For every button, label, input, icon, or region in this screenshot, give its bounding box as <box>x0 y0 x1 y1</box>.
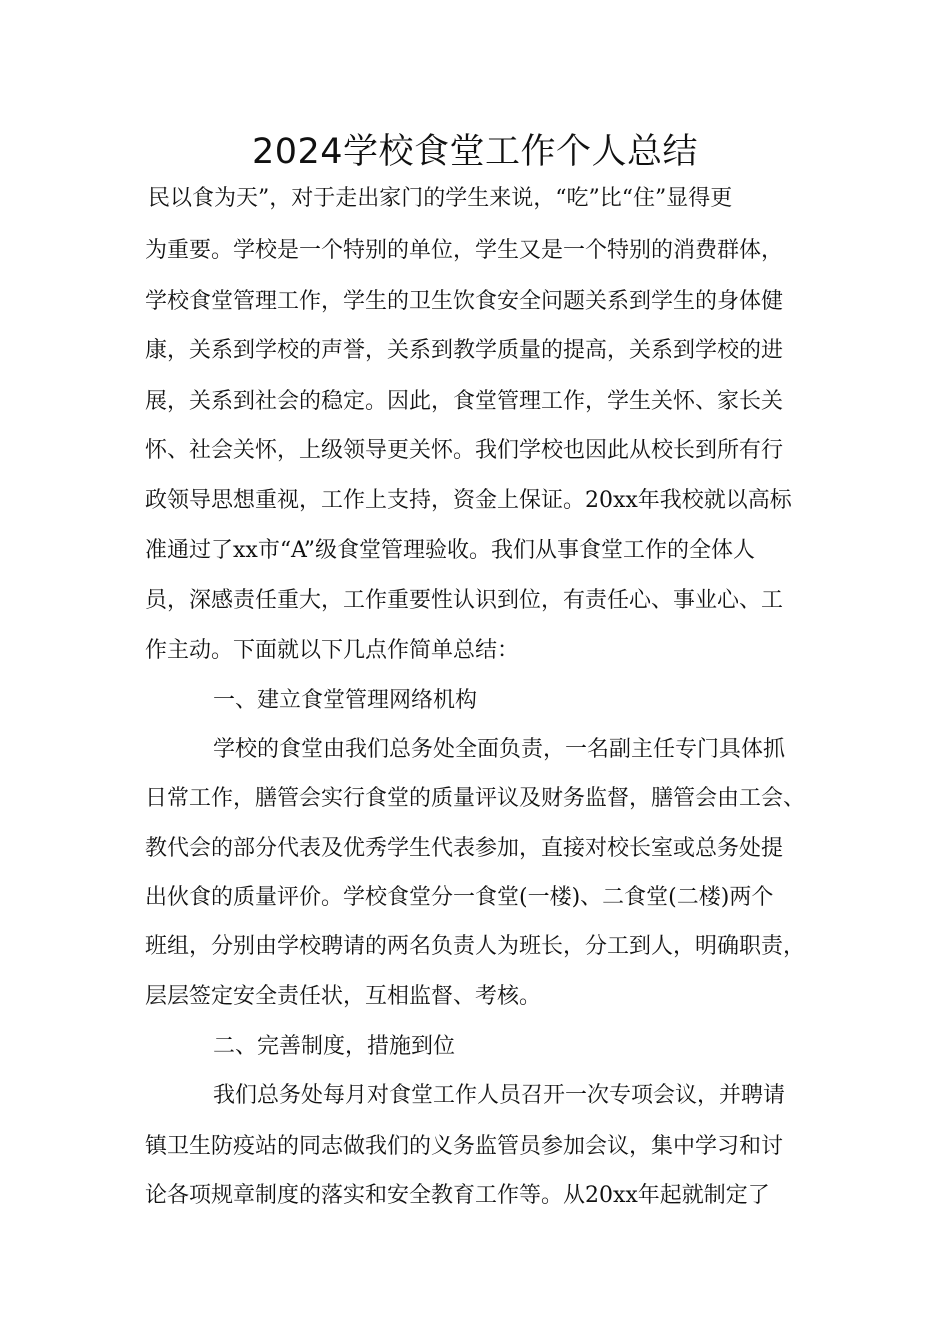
paragraph-line: 日常工作，膳管会实行食堂的质量评议及财务监督，膳管会由工会、 <box>145 786 806 811</box>
document-title: 2024学校食堂工作个人总结 <box>251 132 699 172</box>
paragraph-line: 班组，分别由学校聘请的两名负责人为班长，分工到人，明确职责， <box>145 934 806 959</box>
paragraph-line: 论各项规章制度的落实和安全教育工作等。从20xx年起就制定了 <box>145 1183 770 1208</box>
section-heading: 一、建立食堂管理网络机构 <box>213 688 478 713</box>
paragraph-line: 作主动。下面就以下几点作简单总结： <box>145 638 520 663</box>
paragraph-line: 员，深感责任重大，工作重要性认识到位，有责任心、事业心、工 <box>145 588 784 613</box>
paragraph-line: 出伙食的质量评价。学校食堂分一食堂(一楼)、二食堂(二楼)两个 <box>145 885 774 910</box>
paragraph-line: 镇卫生防疫站的同志做我们的义务监管员参加会议，集中学习和讨 <box>145 1134 784 1159</box>
section-heading: 二、完善制度，措施到位 <box>213 1034 456 1059</box>
paragraph-line: 康，关系到学校的声誉，关系到教学质量的提高，关系到学校的进 <box>145 338 784 363</box>
paragraph-line: 学校食堂管理工作，学生的卫生饮食安全问题关系到学生的身体健 <box>145 289 784 314</box>
paragraph-line: 怀、社会关怀，上级领导更关怀。我们学校也因此从校长到所有行 <box>145 438 784 463</box>
paragraph-line: 为重要。学校是一个特别的单位，学生又是一个特别的消费群体， <box>145 238 784 263</box>
paragraph-line: 民以食为天”，对于走出家门的学生来说，“吃”比“住”显得更 <box>148 186 733 211</box>
paragraph-line: 准通过了xx市“A”级食堂管理验收。我们从事食堂工作的全体人 <box>145 538 755 563</box>
paragraph-line: 展，关系到社会的稳定。因此，食堂管理工作，学生关怀、家长关 <box>145 389 784 414</box>
paragraph-line: 学校的食堂由我们总务处全面负责，一名副主任专门具体抓 <box>213 737 786 762</box>
paragraph-line: 我们总务处每月对食堂工作人员召开一次专项会议，并聘请 <box>213 1083 786 1108</box>
paragraph-line: 教代会的部分代表及优秀学生代表参加，直接对校长室或总务处提 <box>145 836 784 861</box>
paragraph-line: 政领导思想重视，工作上支持，资金上保证。20xx年我校就以高标 <box>145 488 792 513</box>
paragraph-line: 层层签定安全责任状，互相监督、考核。 <box>145 984 542 1009</box>
